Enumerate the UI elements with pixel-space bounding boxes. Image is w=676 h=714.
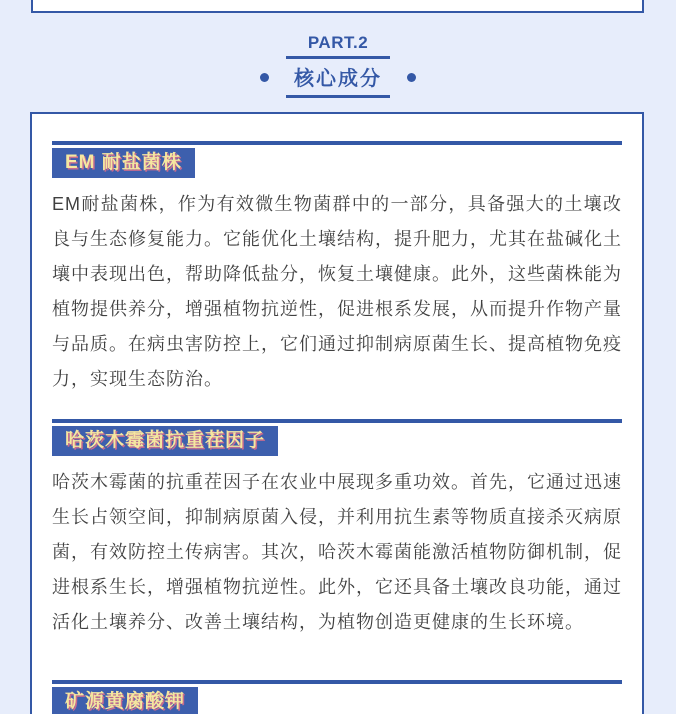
part-header bbox=[0, 33, 676, 98]
section-body-text: 哈茨木霉菌的抗重茬因子在农业中展现多重功效。首先，它通过迅速生长占领空间，抑制病原菌入侵，并利用抗生素等物质直接杀灭病原菌，有效防控土传病害。其次，哈茨木霉菌能激活植物防御机制，促进根系生长，增强植物抗逆性。此外，它还具备土壤改良功能，通过活化土壤养分、改善土壤结构，为植物创造更健康的生长环境。 bbox=[52, 472, 622, 632]
section-trichoderma bbox=[52, 419, 622, 640]
section-divider-rule bbox=[52, 680, 622, 684]
section-heading-badge: 哈茨木霉菌抗重茬因子 bbox=[52, 426, 278, 456]
section-heading-badge: 矿源黄腐酸钾 bbox=[52, 687, 198, 714]
section-divider-rule bbox=[52, 141, 622, 145]
bullet-dot-right-icon bbox=[407, 73, 416, 82]
section-heading-badge: EM 耐盐菌株 bbox=[52, 148, 195, 178]
section-em-strain bbox=[52, 141, 622, 397]
section-body-text: EM耐盐菌株，作为有效微生物菌群中的一部分，具备强大的土壤改良与生态修复能力。它能优化土壤结构，提升肥力，尤其在盐碱化土壤中表现出色，帮助降低盐分，恢复土壤健康。此外，这些菌株能为植物提供养分，增强植物抗逆性，促进根系发展，从而提升作物产量与品质。在病虫害防控上，它们通过抑制病原菌生长、提高植物免疫力，实现生态防治。 bbox=[52, 194, 622, 389]
part-label: PART.2 bbox=[307, 33, 369, 52]
section-divider-rule bbox=[52, 419, 622, 423]
previous-card-bottom-edge bbox=[31, 0, 644, 13]
title-row bbox=[0, 56, 676, 98]
section-fulvic-acid bbox=[52, 680, 622, 714]
bullet-dot-left-icon bbox=[260, 73, 269, 82]
page-title: 核心成分 bbox=[286, 56, 390, 98]
content-card bbox=[30, 112, 644, 714]
